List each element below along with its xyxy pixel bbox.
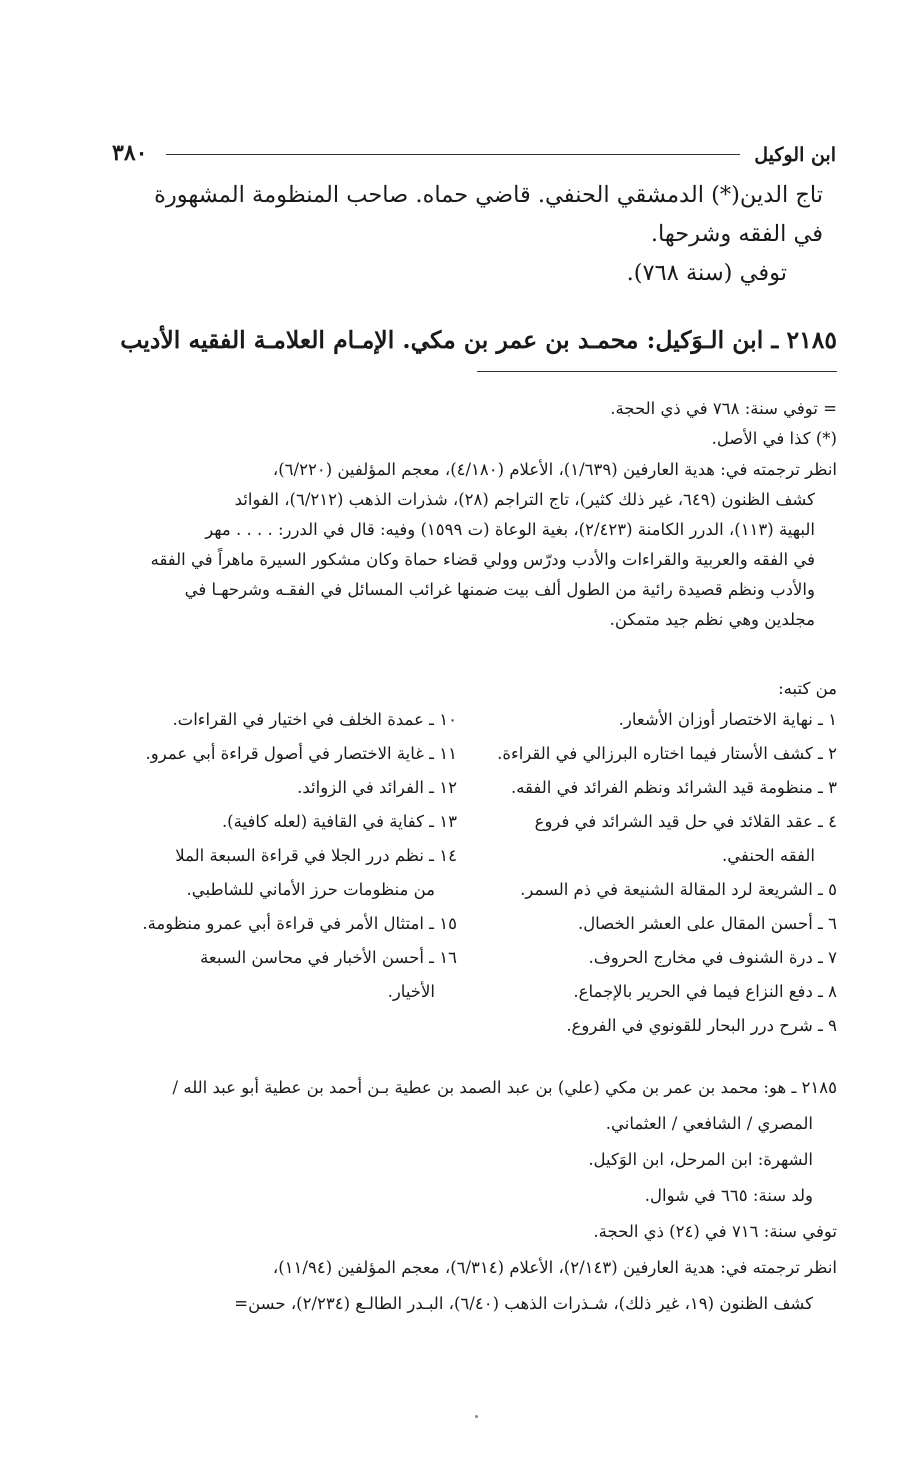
footnote-line: كشف الظنون (١٩، غير ذلك)، شـذرات الذهب (٦/٤٠)، البـدر الطالـع (٢/٢٣٤)، حسن= — [234, 1294, 813, 1313]
footnote-line: البهية (١١٣)، الدرر الكامنة (٢/٤٢٣)، بغية الوعاة (ت ١٥٩٩) وفيه: قال في الدرر: . . . . مهر — [205, 520, 815, 539]
page-number: ٣٨٠ — [112, 140, 148, 166]
book-item-continuation: من منظومات حرز الأماني للشاطبي. — [186, 880, 435, 899]
entry-heading: ٢١٨٥ ـ ابن الـوَكيل: محمـد بن عمر بن مكي. الإمـام العلامـة الفقيه الأديب — [120, 326, 837, 354]
book-item: ٨ ـ دفع النزاع فيما في الحرير بالإجماع. — [573, 982, 837, 1001]
book-item-continuation: الفقه الحنفي. — [722, 846, 815, 865]
book-item: ٢ ـ كشف الأستار فيما اختاره البرزالي في القراءة. — [497, 744, 837, 763]
running-title: ابن الوكيل — [754, 144, 836, 166]
footnote-continuation: = توفي سنة: ٧٦٨ في ذي الحجة. — [610, 399, 837, 418]
footnote-line: انظر ترجمته في: هدية العارفين (١/٦٣٩)، الأعلام (٤/١٨٠)، معجم المؤلفين (٦/٢٢٠)، — [272, 460, 837, 479]
footnote-line: ٢١٨٥ ـ هو: محمد بن عمر بن مكي (علي) بن عبد الصمد بن عطية بـن أحمد بن عطية أبو عبد الله / — [172, 1078, 837, 1097]
book-item: ٣ ـ منظومة قيد الشرائد ونظم الفرائد في الفقه. — [510, 778, 837, 797]
book-item: ٧ ـ درة الشنوف في مخارج الحروف. — [588, 948, 837, 967]
main-text — [113, 176, 823, 293]
footnote-rule — [477, 371, 837, 372]
footnote-biography — [113, 455, 837, 635]
book-item: ٦ ـ أحسن المقال على العشر الخصال. — [577, 914, 837, 933]
footnote-line: انظر ترجمته في: هدية العارفين (٢/١٤٣)، الأعلام (٦/٣١٤)، معجم المؤلفين (١١/٩٤)، — [272, 1258, 837, 1277]
book-item: ١٤ ـ نظم درر الجلا في قراءة السبعة الملا — [175, 846, 457, 865]
footnote-asterisk: (*) كذا في الأصل. — [711, 429, 837, 448]
main-line: في الفقه وشرحها. — [650, 221, 823, 247]
footnote-line: الشهرة: ابن المرحل، ابن الوَكيل. — [588, 1150, 813, 1169]
book-item: ١٢ ـ الفرائد في الزوائد. — [297, 778, 457, 797]
footnote-line: ولد سنة: ٦٦٥ في شوال. — [644, 1186, 813, 1205]
footnote-line: كشف الظنون (٦٤٩، غير ذلك كثير)، تاج التراجم (٢٨)، شذرات الذهب (٦/٢١٢)، الفوائد — [234, 490, 815, 509]
page-speck — [475, 1415, 478, 1418]
book-item: ٤ ـ عقد القلائد في حل قيد الشرائد في فروع — [534, 812, 837, 831]
books-label: من كتبه: — [778, 679, 837, 698]
main-line: تاج الدين(*) الدمشقي الحنفي. قاضي حماه. صاحب المنظومة المشهورة — [154, 182, 823, 208]
footnote-entry-2185 — [113, 1070, 837, 1322]
books-column-left — [97, 703, 457, 1009]
book-item: ٩ ـ شرح درر البحار للقونوي في الفروع. — [566, 1016, 837, 1035]
header-rule — [166, 154, 740, 155]
book-item: ١٥ ـ امتثال الأمر في قراءة أبي عمرو منظومة. — [142, 914, 457, 933]
footnote-line: في الفقه والعربية والقراءات والأدب ودرّس وولي قضاء حماة وكان مشكور السيرة ماهراً في الفقه — [150, 550, 815, 569]
main-line: توفي (سنة ٧٦٨). — [626, 260, 787, 286]
footnote-line: المصري / الشافعي / العثماني. — [605, 1114, 813, 1133]
book-item: ٥ ـ الشريعة لرد المقالة الشنيعة في ذم السمر. — [520, 880, 837, 899]
footnote-line: والأدب ونظم قصيدة رائية من الطول ألف بيت ضمنها غرائب المسائل في الفقـه وشرحهـا في — [184, 580, 815, 599]
books-column-right — [477, 703, 837, 1043]
running-header — [112, 140, 836, 172]
book-item: ١٦ ـ أحسن الأخبار في محاسن السبعة — [200, 948, 457, 967]
book-item: ١١ ـ غاية الاختصار في أصول قراءة أبي عمرو. — [145, 744, 457, 763]
book-item: ١٣ ـ كفاية في القافية (لعله كافية). — [221, 812, 457, 831]
footnote-line: توفي سنة: ٧١٦ في (٢٤) ذي الحجة. — [593, 1222, 837, 1241]
book-item: ١ ـ نهاية الاختصار أوزان الأشعار. — [618, 710, 837, 729]
book-item: ١٠ ـ عمدة الخلف في اختيار في القراءات. — [172, 710, 457, 729]
footnote-line: مجلدين وهي نظم جيد متمكن. — [609, 610, 815, 629]
book-item-continuation: الأخيار. — [387, 982, 435, 1001]
